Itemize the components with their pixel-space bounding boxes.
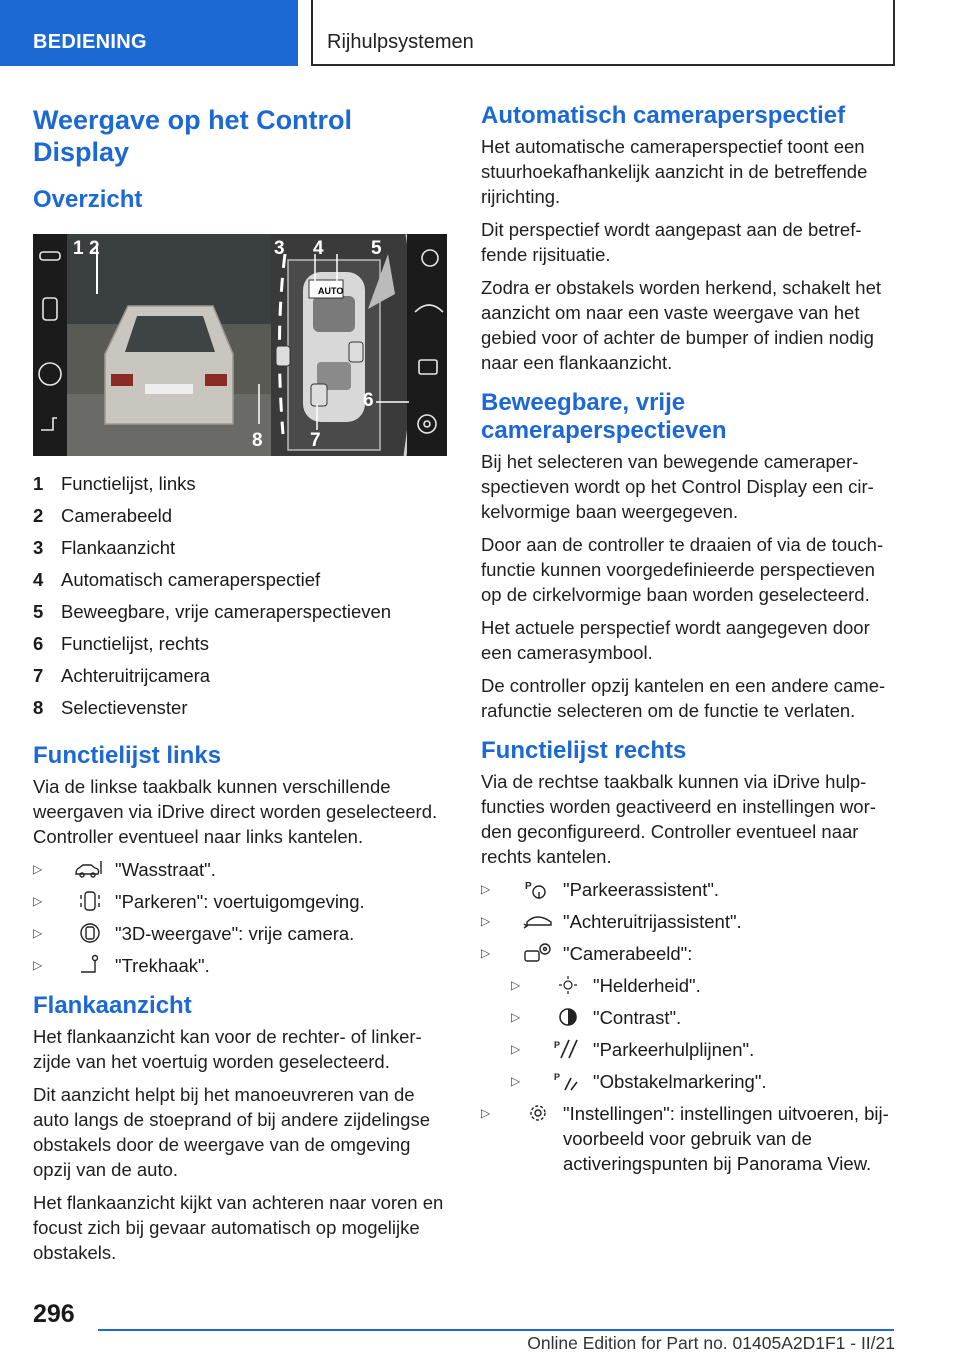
brightness-icon: [551, 974, 585, 996]
legend-item: 7 Achteruitrijcamera: [33, 665, 211, 686]
triangle-bullet-icon: ▷: [511, 1042, 521, 1056]
flankaanzicht-heading: Flankaanzicht: [33, 992, 192, 1019]
legend-item: 5 Beweegbare, vrije cameraperspectieven: [33, 601, 392, 622]
rechts-bullet-list: [481, 877, 895, 1176]
triangle-bullet-icon: ▷: [33, 894, 43, 908]
free-perspectives-text-4: De controller opzij kantelen en een andere camerafunctie selecteren om de functie te verlaten.: [481, 675, 886, 721]
settings-gear-icon: [521, 1102, 555, 1124]
camera-display-figure: [33, 234, 447, 456]
camera-display-illustration: [33, 234, 447, 456]
legend-item: 6 Functielijst, rechts: [33, 633, 210, 654]
overview-heading: Overzicht: [33, 186, 143, 213]
contrast-icon: [551, 1006, 585, 1028]
camera-settings-icon: [521, 942, 555, 964]
legend-item: 2 Camerabeeld: [33, 505, 173, 526]
tow-hitch-icon: [73, 954, 107, 976]
list-item: ▷ "Camerabeeld":: [481, 943, 693, 964]
list-item: ▷ "Achteruitrijassistent".: [481, 911, 742, 932]
page-title: Weergave op het Control Display: [33, 105, 353, 167]
triangle-bullet-icon: ▷: [481, 914, 491, 928]
triangle-bullet-icon: ▷: [511, 978, 521, 992]
links-bullet-list: [33, 857, 447, 978]
triangle-bullet-icon: ▷: [33, 862, 43, 876]
chapter-title: Rijhulpsystemen: [311, 0, 895, 66]
reversing-assistant-icon: [521, 910, 555, 932]
free-perspectives-text-1: Bij het selecteren van bewegende cameraperspectieven wordt op het Control Display een cirkelvormige baan weergegeven.: [481, 451, 874, 522]
right-column: [481, 96, 895, 1188]
figure-label-4: 4: [313, 238, 324, 259]
parking-lines-icon: [551, 1038, 585, 1060]
page-header: [0, 0, 960, 66]
list-item: ▷ "Parkeren": voertuigomgeving.: [33, 891, 365, 912]
svg-text:P: P: [554, 1040, 561, 1050]
svg-text:P: P: [554, 1072, 561, 1082]
parking-assistant-icon: [521, 878, 555, 900]
triangle-bullet-icon: ▷: [33, 926, 43, 940]
flankaanzicht-text-3: Het flankaanzicht kijkt van achteren naar voren en focust zich bij gevaar automatisch op mogelijke obstakels.: [33, 1192, 444, 1263]
figure-label-1: 1: [73, 238, 84, 259]
legend-item: 1 Functielijst, links: [33, 473, 196, 494]
auto-perspective-heading: Automatisch cameraperspectief: [481, 102, 846, 129]
list-item: ▷ "Helderheid".: [511, 975, 701, 996]
list-item: ▷ P "Parkeerassistent".: [481, 879, 720, 900]
figure-label-3: 3: [274, 238, 285, 259]
figure-label-8: 8: [252, 430, 263, 451]
functielijst-links-text: Via de linkse taakbalk kunnen verschillende weergaven via iDrive direct worden geselecteerd. Controller eventueel naar links kantelen.: [33, 776, 438, 847]
list-item: ▷ "Instellingen": instellingen uitvoeren, bijvoorbeeld voor gebruik van de activeringspunten bij Panorama View.: [481, 1103, 889, 1174]
auto-perspective-text-3: Zodra er obstakels worden herkend, schakelt het aanzicht om naar een vaste weergave van het gebied voor of achter de bumper of indien nodig naar een flankaanzicht.: [481, 277, 882, 373]
list-item: ▷ "3D-weergave": vrije camera.: [33, 923, 355, 944]
free-perspectives-heading: Beweegbare, vrije cameraperspectieven: [481, 389, 727, 444]
left-column: [33, 96, 447, 1273]
triangle-bullet-icon: ▷: [481, 1106, 491, 1120]
figure-legend: [33, 468, 447, 724]
free-perspectives-text-3: Het actuele perspectief wordt aangegeven door een camerasymbool.: [481, 617, 870, 663]
triangle-bullet-icon: ▷: [481, 882, 491, 896]
functielijst-rechts-text: Via de rechtse taakbalk kunnen via iDrive hulpfuncties worden geactiveerd en instellingen worden geconfigureerd. Controller eventueel naar rechts kantelen.: [481, 771, 876, 867]
functielijst-links-heading: Functielijst links: [33, 742, 222, 769]
flankaanzicht-text-1: Het flankaanzicht kan voor de rechter- of linkerzijde van het voertuig worden geselecteerd.: [33, 1026, 422, 1072]
obstacle-marking-icon: [551, 1070, 585, 1092]
free-perspectives-text-2: Door aan de controller te draaien of via de touchfunctie kunnen voorgedefinieerde perspectieven op de cirkelvormige baan worden geselecteerd.: [481, 534, 884, 605]
functielijst-rechts-heading: Functielijst rechts: [481, 737, 687, 764]
section-tab: BEDIENING: [0, 0, 298, 66]
figure-label-7: 7: [310, 430, 321, 451]
svg-text:P: P: [525, 881, 532, 892]
3d-view-icon: [73, 922, 107, 944]
list-item: ▷ P "Parkeerhulplijnen".: [511, 1039, 755, 1060]
list-item: ▷ P "Obstakelmarkering".: [511, 1071, 767, 1092]
triangle-bullet-icon: ▷: [511, 1074, 521, 1088]
page-number: 296: [33, 1300, 75, 1328]
legend-item: 3 Flankaanzicht: [33, 537, 176, 558]
triangle-bullet-icon: ▷: [33, 958, 43, 972]
parking-view-icon: [73, 890, 107, 912]
flankaanzicht-text-2: Dit aanzicht helpt bij het manoeuvreren van de auto langs de stoeprand of bij andere zijdelingse obstakels door de weergave van de omgeving opzij van de auto.: [33, 1084, 431, 1180]
list-item: ▷ "Contrast".: [511, 1007, 682, 1028]
triangle-bullet-icon: ▷: [511, 1010, 521, 1024]
figure-label-2: 2: [89, 238, 100, 259]
auto-perspective-text-1: Het automatische cameraperspectief toont een stuurhoekafhankelijk aanzicht in de betreffende rijrichting.: [481, 136, 868, 207]
list-item: ▷ "Trekhaak".: [33, 955, 210, 976]
legend-item: 4 Automatisch cameraperspectief: [33, 569, 321, 590]
auto-perspective-text-2: Dit perspectief wordt aangepast aan de betreffende rijsituatie.: [481, 219, 862, 265]
list-item: ▷ "Wasstraat".: [33, 859, 216, 880]
auto-badge: AUTO: [318, 286, 344, 296]
edition-info: Online Edition for Part no. 01405A2D1F1 - II/21: [527, 1333, 895, 1353]
street-view-icon: [73, 858, 107, 880]
triangle-bullet-icon: ▷: [481, 946, 491, 960]
legend-item: 8 Selectievenster: [33, 697, 188, 718]
figure-label-6: 6: [363, 390, 374, 411]
figure-label-5: 5: [371, 238, 382, 259]
footer-divider: [98, 1329, 894, 1331]
